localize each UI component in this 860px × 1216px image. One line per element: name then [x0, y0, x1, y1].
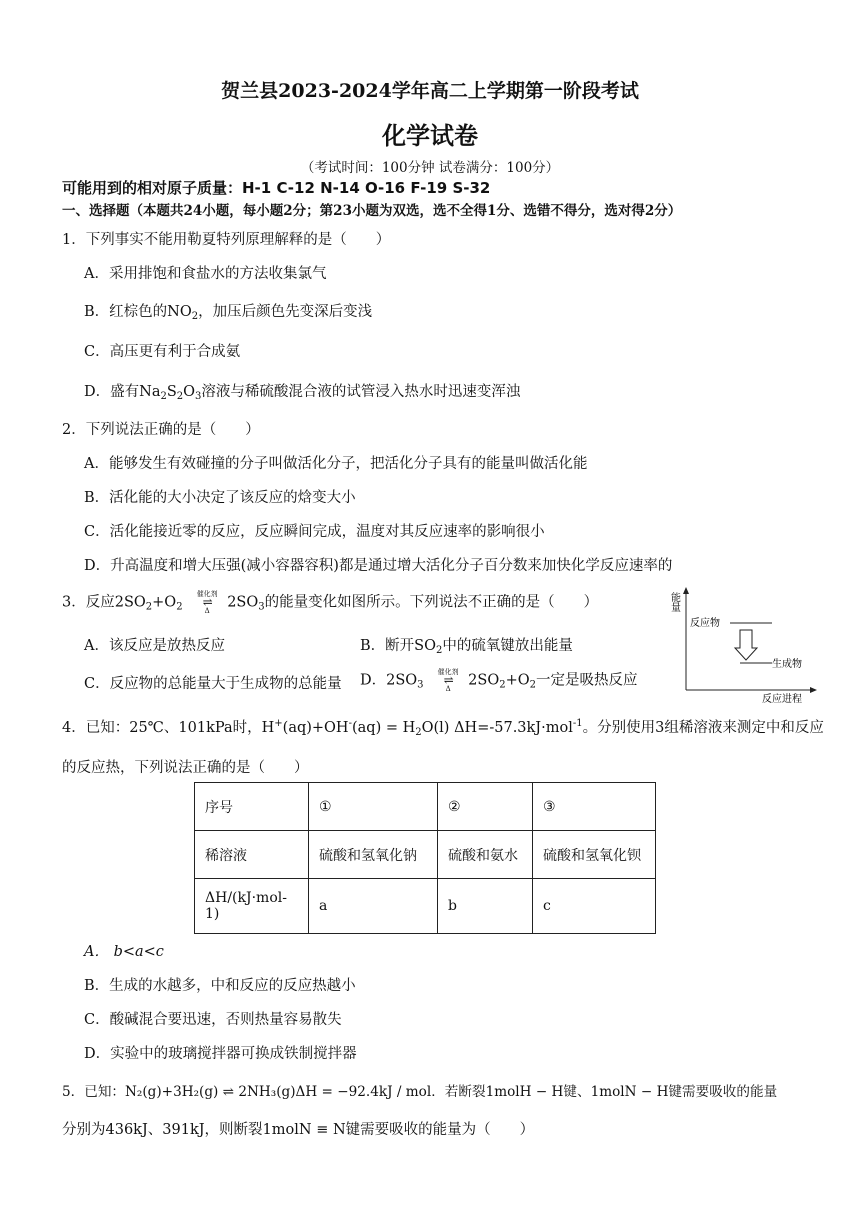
q4-option-c: C．酸碱混合要迅速，否则热量容易散失 [84, 1012, 342, 1028]
q4-table [194, 782, 656, 934]
q3-option-a: A．该反应是放热反应 [84, 638, 225, 654]
q4-option-b: B．生成的水越多，中和反应的反应热越小 [84, 978, 356, 994]
table-cell: 稀溶液 [195, 831, 309, 879]
section-heading: 一、选择题（本题共24小题，每小题2分；第23小题为双选，选不全得1分、选错不得分，选对得2分） [62, 203, 682, 219]
q2-option-b: B．活化能的大小决定了该反应的焓变大小 [84, 490, 356, 506]
reactant-label: 反应物 [690, 618, 720, 629]
atomic-masses: 可能用到的相对原子质量：H-1 C-12 N-14 O-16 F-19 S-32 [62, 179, 491, 197]
exam-meta: （考试时间：100分钟 试卷满分：100分） [300, 160, 560, 176]
table-cell: ③ [533, 783, 656, 831]
table-cell: c [533, 879, 656, 934]
table-row [195, 879, 656, 934]
down-arrow-icon [735, 630, 757, 660]
q4-option-d: D．实验中的玻璃搅拌器可换成铁制搅拌器 [84, 1046, 357, 1062]
q5-stem-line2: 分别为436kJ、391kJ，则断裂1molN ≡ N键需要吸收的能量为（ ） [62, 1122, 535, 1138]
table-cell: 硫酸和氢氧化钡 [533, 831, 656, 879]
q3-option-d: D．$2SO_3$ 催化剂 ⇌ Δ $2SO_2+O_2$一定是吸热反应 [360, 668, 638, 693]
q2-stem: 2．下列说法正确的是（ ） [62, 422, 260, 438]
q1-option-c: C．高压更有利于合成氨 [84, 344, 241, 360]
table-cell: ΔH/(kJ·mol-1) [195, 879, 309, 934]
q1-option-a: A．采用排饱和食盐水的方法收集氯气 [84, 266, 327, 282]
q3-option-b: B．断开$SO_2$中的硫氧键放出能量 [360, 638, 573, 656]
q4-stem-line1: 4．已知：25℃、101kPa时，$H^+(aq)+OH^-(aq) = H_2O(l)$ ΔH=-57.3kJ·mol$^{-1}$。分别使用3组稀溶液来测定中和反应 [62, 718, 824, 738]
q3-option-c: C．反应物的总能量大于生成物的总能量 [84, 676, 342, 692]
q5-stem-line1: 5．已知：N₂(g)+3H₂(g) ⇌ 2NH₃(g)ΔH = −92.4kJ / mol．若断裂1molH − H键、1molN − H键需要吸收的能量 [62, 1084, 778, 1100]
q1-stem: 1．下列事实不能用勒夏特列原理解释的是（ ） [62, 232, 391, 248]
subject-title: 化学试卷 [382, 121, 478, 150]
q2-option-c: C．活化能接近零的反应，反应瞬间完成，温度对其反应速率的影响很小 [84, 524, 545, 540]
table-cell: 硫酸和氢氧化钠 [309, 831, 438, 879]
catalyst-arrow: 催化剂 ⇌ Δ [196, 590, 218, 615]
q4-option-a: A． b<a<c [84, 944, 164, 960]
table-cell: ① [309, 783, 438, 831]
q3-stem: 3．反应$2SO_2+O_2$ 催化剂 ⇌ Δ $2SO_3$的能量变化如图所示。下列说法不正确的是（ ） [62, 590, 599, 615]
table-cell: 序号 [195, 783, 309, 831]
q4-stem-line2: 的反应热，下列说法正确的是（ ） [62, 760, 309, 776]
q2-option-a: A．能够发生有效碰撞的分子叫做活化分子，把活化分子具有的能量叫做活化能 [84, 456, 588, 472]
table-row [195, 783, 656, 831]
table-cell: b [438, 879, 533, 934]
table-row [195, 831, 656, 879]
table-cell: 硫酸和氨水 [438, 831, 533, 879]
table-cell: ② [438, 783, 533, 831]
y-axis-label: 能量 [668, 592, 680, 612]
q1-option-d: D．盛有$Na_2S_2O_3$溶液与稀硫酸混合液的试管浸入热水时迅速变浑浊 [84, 384, 521, 402]
q1-option-b: B．红棕色的$NO_2$，加压后颜色先变深后变浅 [84, 304, 373, 322]
q2-option-d: D．升高温度和增大压强(减小容器容积)都是通过增大活化分子百分数来加快化学反应速率的 [84, 558, 673, 574]
exam-title: 贺兰县2023-2024学年高二上学期第一阶段考试 [221, 80, 639, 102]
table-cell: a [309, 879, 438, 934]
product-label: 生成物 [772, 659, 802, 670]
x-axis-label: 反应进程 [762, 694, 802, 704]
catalyst-arrow-d: 催化剂 ⇌ Δ [437, 668, 459, 693]
energy-diagram [658, 586, 818, 704]
